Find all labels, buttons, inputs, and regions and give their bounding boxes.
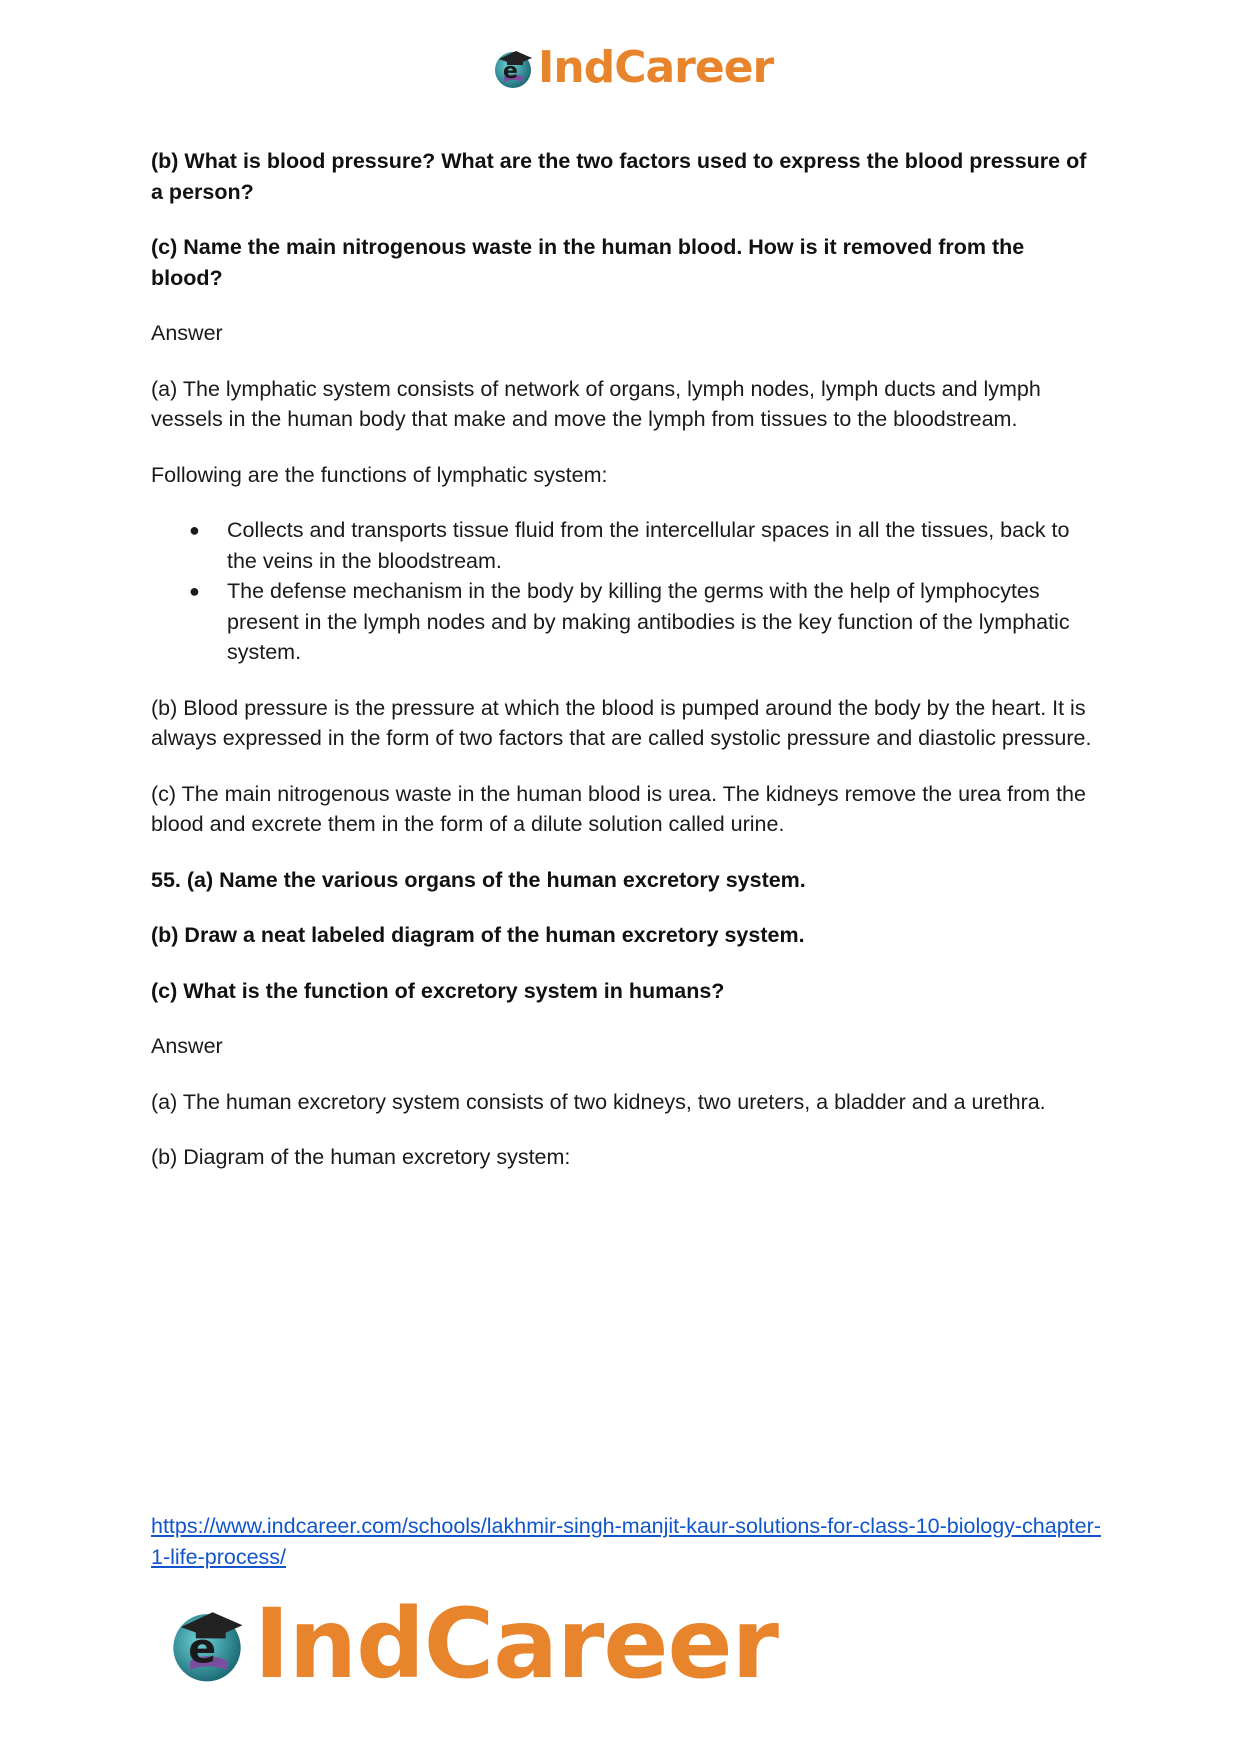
graduation-globe-icon xyxy=(164,1601,250,1687)
answer-label: Answer xyxy=(151,1034,223,1058)
list-item: ● Collects and transports tissue fluid from the intercellular spaces in all the tissues, back to the veins in the bloodstream. xyxy=(227,515,1101,576)
answer-55-b: (b) Diagram of the human excretory system: xyxy=(151,1145,571,1169)
graduation-globe-icon xyxy=(490,45,536,91)
question-b: (b) What is blood pressure? What are the two factors used to express the blood pressure of a person? xyxy=(151,149,1087,204)
functions-intro: Following are the functions of lymphatic system: xyxy=(151,462,608,487)
answer-label: Answer xyxy=(151,321,223,345)
question-55-a: 55. (a) Name the various organs of the human excretory system. xyxy=(151,867,806,892)
question-55-c: (c) What is the function of excretory system in humans? xyxy=(151,978,725,1003)
functions-list xyxy=(151,515,1101,668)
answer-55-a: (a) The human excretory system consists of two kidneys, two ureters, a bladder and a urethra. xyxy=(151,1089,1046,1114)
answer-c: (c) The main nitrogenous waste in the human blood is urea. The kidneys remove the urea from the blood and excrete them in the form of a dilute solution called urine. xyxy=(151,781,1086,836)
question-c: (c) Name the main nitrogenous waste in the human blood. How is it removed from the blood? xyxy=(151,235,1025,290)
header-logo-text: IndCareer xyxy=(538,42,774,93)
source-link[interactable]: https://www.indcareer.com/schools/lakhmir-singh-manjit-kaur-solutions-for-class-10-biology-chapter-1-life-process/ xyxy=(151,1514,1101,1569)
answer-a: (a) The lymphatic system consists of network of organs, lymph nodes, lymph ducts and lymph vessels in the human body that make and move the lymph from tissues to the bloodstream. xyxy=(151,376,1041,431)
document-body xyxy=(151,146,1101,1198)
svg-text:e: e xyxy=(188,1624,217,1673)
question-55-b: (b) Draw a neat labeled diagram of the human excretory system. xyxy=(151,923,805,947)
footer-logo-text: IndCareer xyxy=(254,1588,778,1700)
answer-b: (b) Blood pressure is the pressure at which the blood is pumped around the body by the heart. It is always expressed in the form of two factors that are called systolic pressure and diastolic pressure. xyxy=(151,695,1092,750)
footer-logo xyxy=(164,1588,778,1700)
header-logo xyxy=(490,42,773,93)
list-item: ● The defense mechanism in the body by killing the germs with the help of lymphocytes present in the lymph nodes and by making antibodies is the key function of the lymphatic system. xyxy=(227,576,1101,668)
svg-text:e: e xyxy=(503,58,518,84)
